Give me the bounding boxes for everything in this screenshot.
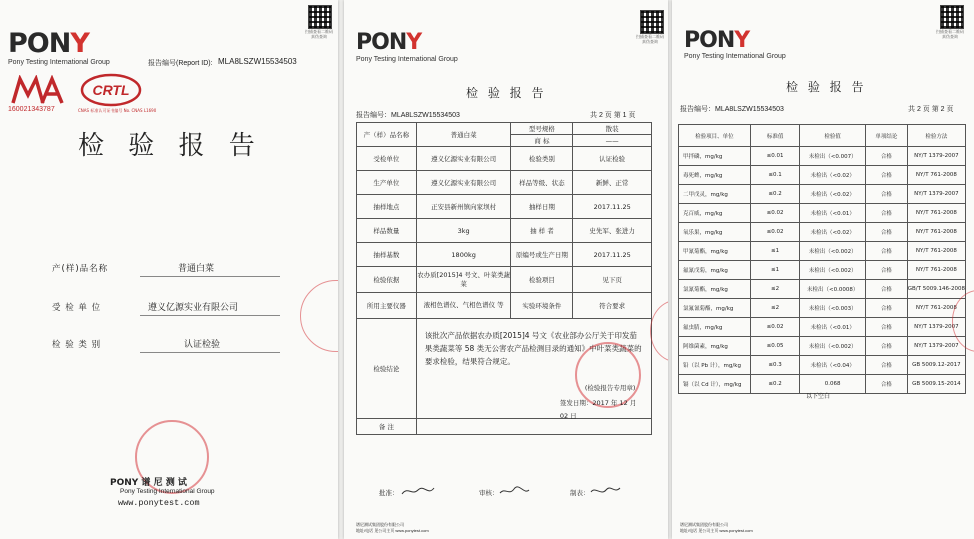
table-row [679,299,966,318]
table-cell: 阿维菌素，mg/kg [679,337,751,356]
table-cell: 合格 [866,375,908,394]
logo-group-name: Pony Testing International Group [684,53,786,60]
column-header: 单项结论 [866,125,908,147]
report-id-value: MLA8LSZW15534503 [218,57,297,66]
field-label-inspected-unit: 受 检 单 位 [52,303,102,313]
table-cell: 商 标 [511,135,573,147]
page-indicator: 共 2 页 第 1 页 [590,112,636,119]
reviewer-label: 审核： [479,490,499,497]
table-cell: 0.068 [800,375,866,394]
table-cell: ≤1 [750,261,799,280]
reviewer-signature [498,484,532,498]
table-cell: 型号规格 [511,123,573,135]
pony-logo [684,28,749,53]
table-cell: 抽样地点 [357,195,417,219]
table-cell: ≤0.2 [750,375,799,394]
logo-accent: Y [406,30,422,55]
field-value-inspected-unit: 遵义亿源实业有限公司 [148,303,239,313]
table-row [679,223,966,242]
table-cell: 甲拌磷，mg/kg [679,147,751,166]
conclusion-cell [416,319,651,419]
table-cell: 所用主要仪器 [357,293,417,319]
editor-signature [589,484,623,498]
table-cell: ≤2 [750,299,799,318]
table-row [357,219,652,243]
table-cell: 铅（以 Pb 计），mg/kg [679,356,751,375]
table-cell: NY/T 1379-2007 [907,185,965,204]
official-seal [300,280,338,352]
logo-group-name: Pony Testing International Group [8,59,110,66]
field-value-category: 认证检验 [184,340,221,350]
table-cell: 实验环境条件 [511,293,573,319]
table-cell: 合格 [866,242,908,261]
table-cell: 合格 [866,337,908,356]
logo-text: PON [684,28,735,53]
table-cell: 原编号或生产日期 [511,243,573,267]
table-row [357,171,652,195]
table-cell: 产（样）品名称 [357,123,417,147]
table-cell: 未检出（<0.02） [800,223,866,242]
editor-label: 制表： [570,490,590,497]
page-indicator: 共 2 页 第 2 页 [908,106,954,113]
table-cell: 未检出（<0.002） [800,337,866,356]
table-cell: 氧乐果，mg/kg [679,223,751,242]
table-cell: 遵义亿源实业有限公司 [416,147,511,171]
cnas-caption: CNAS 标准认可证书编号 No. CNAS L1690 [78,108,157,113]
table-row [357,123,652,135]
table-cell: 未检出（<0.0008） [800,280,866,299]
table-cell: 未检出（<0.04） [800,356,866,375]
footer-address: 地址/电话 见公司主页 www.ponytest.com [356,528,429,533]
report-id-label: 报告编号(Report ID): [148,60,213,67]
table-cell: 散装 [573,123,652,135]
logo-group-name: Pony Testing International Group [356,56,458,63]
test-results-table [678,124,966,394]
svg-text:CRTL: CRTL [92,82,130,98]
report-page-2 [672,0,974,539]
table-row [357,293,652,319]
table-cell: 合格 [866,356,908,375]
table-cell: 符合要求 [573,293,652,319]
table-cell: 未检出（<0.003） [800,299,866,318]
qr-caption: 扫描查看二维码 真伪查询 [636,34,664,44]
table-cell: 2017.11.25 [573,243,652,267]
table-row [357,243,652,267]
table-cell: 合格 [866,261,908,280]
table-cell: 未检出（<0.01） [800,318,866,337]
table-cell: ≤1 [750,242,799,261]
table-row [679,185,966,204]
remarks-label: 备 注 [357,419,417,435]
table-cell: ≤0.01 [750,147,799,166]
table-cell: 检验类别 [511,147,573,171]
table-row [357,267,652,293]
table-cell: ≤0.3 [750,356,799,375]
table-cell: 新鲜、正常 [573,171,652,195]
table-cell: 受检单位 [357,147,417,171]
qr-caption: 扫描查看二维码 真伪查询 [305,29,333,39]
stamp-area [425,368,643,420]
footer-address: 地址/电话 见公司主页 www.ponytest.com [680,528,753,533]
report-cover-page [0,0,338,539]
table-cell: 生产单位 [357,171,417,195]
page-title: 检 验 报 告 [466,86,547,100]
table-row [679,337,966,356]
table-cell: 氟氰戊菊，mg/kg [679,261,751,280]
table-cell: NY/T 761-2008 [907,166,965,185]
table-cell: 认证检验 [573,147,652,171]
table-cell: 未检出（<0.002） [800,261,866,280]
table-cell: 见下页 [573,267,652,293]
table-cell: 氟虫腈，mg/kg [679,318,751,337]
table-row [679,204,966,223]
qr-code-icon [940,5,964,29]
table-row [679,147,966,166]
table-row [357,195,652,219]
conclusion-row [357,319,652,419]
table-cell: 二甲戊灵，mg/kg [679,185,751,204]
table-cell: 氯氰菊酯，mg/kg [679,280,751,299]
table-row [679,166,966,185]
issue-date: 签发日期：2017 年 12 月 02 日 [559,399,637,420]
table-cell: 史先军、张进力 [573,219,652,243]
table-cell: 毒死蜱，mg/kg [679,166,751,185]
table-cell: ≤0.02 [750,204,799,223]
table-cell: 镉（以 Cd 计），mg/kg [679,375,751,394]
logo-accent: Y [70,28,89,59]
sample-info-table [356,122,652,435]
field-underline [140,352,280,353]
conclusion-label: 检验结论 [357,319,417,419]
approver-label: 批准： [379,490,399,497]
table-cell: 合格 [866,204,908,223]
logo-text: PON [8,28,71,59]
table-cell: 样品等级、状态 [511,171,573,195]
column-header: 标准值 [750,125,799,147]
column-header: 检验值 [800,125,866,147]
field-underline [140,276,280,277]
table-cell: 检验依据 [357,267,417,293]
table-cell: ≤0.02 [750,223,799,242]
table-row [679,356,966,375]
table-cell: ≤0.2 [750,185,799,204]
table-cell: NY/T 761-2008 [907,242,965,261]
table-row [679,280,966,299]
table-cell: GB/T 5009.146-2008 [907,280,965,299]
table-cell: 克百威，mg/kg [679,204,751,223]
table-cell: 未检出（<0.02） [800,185,866,204]
table-row [679,242,966,261]
table-cell: 合格 [866,299,908,318]
stamp-caption: (检验报告专用章) [584,384,636,392]
table-cell: —— [573,135,652,147]
table-cell: ≤0.02 [750,318,799,337]
table-cell: GB 5009.15-2014 [907,375,965,394]
table-cell: GB 5009.12-2017 [907,356,965,375]
report-number: 报告编号：MLA8LSZW15534503 [356,112,460,119]
field-underline [140,315,280,316]
table-cell: 3kg [416,219,511,243]
table-cell: 液相色谱仪、气相色谱仪 等 [416,293,511,319]
footer-url: www.ponytest.com [118,498,200,508]
table-cell: NY/T 761-2008 [907,261,965,280]
table-cell: 合格 [866,185,908,204]
report-number: 报告编号：MLA8LSZW15534503 [680,106,784,113]
field-label-category: 检 验 类 别 [52,340,102,350]
table-cell: 抽样日期 [511,195,573,219]
table-header-row [679,125,966,147]
column-header: 检验项目、单位 [679,125,751,147]
table-cell: 遵义亿源实业有限公司 [416,171,511,195]
table-row [357,147,652,171]
table-cell: 未检出（<0.01） [800,204,866,223]
table-cell: 氯氟氰菊酯，mg/kg [679,299,751,318]
table-row [679,318,966,337]
table-cell: NY/T 761-2008 [907,223,965,242]
official-seal [650,300,668,362]
end-note: 以下空白 [806,394,831,400]
table-cell: ≤0.05 [750,337,799,356]
footer-company: 谱尼测试集团股份有限公司 [356,522,404,527]
qr-code-icon [640,10,664,34]
qr-caption: 扫描查看二维码 真伪查询 [936,29,964,39]
table-cell: NY/T 1379-2007 [907,337,965,356]
table-cell: 抽 样 者 [511,219,573,243]
conclusion-text: 该批次产品依据农办质[2015]4 号文《农业部办公厅关于印发茄果类蔬菜等 58 类无公害农产品检测目录的通知》中叶菜类蔬菜的要求检验，结果符合规定。 [424,331,642,366]
table-cell: NY/T 1379-2007 [907,318,965,337]
table-cell: 合格 [866,223,908,242]
table-cell: 未检出（<0.02） [800,166,866,185]
logo-text: PON [356,30,407,55]
footer-brand: PONY 谱 尼 测 试 [110,478,187,488]
cnas-cartl-mark-icon [80,73,142,107]
footer-group: Pony Testing International Group [120,488,215,495]
field-label-product: 产(样)品名称 [52,264,109,274]
approver-signature [400,484,438,498]
results-body [679,147,966,394]
qr-code-icon [308,5,332,29]
table-cell: 抽样基数 [357,243,417,267]
table-cell: 1800kg [416,243,511,267]
table-cell: 未检出（<0.002） [800,242,866,261]
table-cell: ≤0.1 [750,166,799,185]
cma-mark-icon [10,75,65,105]
logo-accent: Y [734,28,750,53]
table-cell: ≤2 [750,280,799,299]
table-cell: 检验项目 [511,267,573,293]
column-header: 检验方法 [907,125,965,147]
pony-logo [356,30,421,55]
table-row [679,261,966,280]
table-cell: 2017.11.25 [573,195,652,219]
table-cell: 合格 [866,280,908,299]
table-cell: 甲氰菊酯，mg/kg [679,242,751,261]
table-cell: NY/T 761-2008 [907,299,965,318]
report-page-1 [344,0,668,539]
table-cell: 合格 [866,318,908,337]
page-title: 检 验 报 告 [786,80,867,94]
field-value-product: 普通白菜 [178,264,215,274]
table-cell: 合格 [866,166,908,185]
table-cell: 普通白菜 [416,123,511,147]
table-cell: NY/T 761-2008 [907,204,965,223]
table-cell: 未检出（<0.007） [800,147,866,166]
footer-company: 谱尼测试集团股份有限公司 [680,522,728,527]
table-cell: 样品数量 [357,219,417,243]
table-cell: NY/T 1379-2007 [907,147,965,166]
report-title: 检 验 报 告 [78,131,263,161]
cma-number: 160021343787 [8,106,55,113]
pony-logo [8,28,89,59]
table-cell: 正安县新州镇向家坝村 [416,195,511,219]
table-cell: 合格 [866,147,908,166]
table-cell: 农办质[2015]4 号文、叶菜类蔬菜 [416,267,511,293]
